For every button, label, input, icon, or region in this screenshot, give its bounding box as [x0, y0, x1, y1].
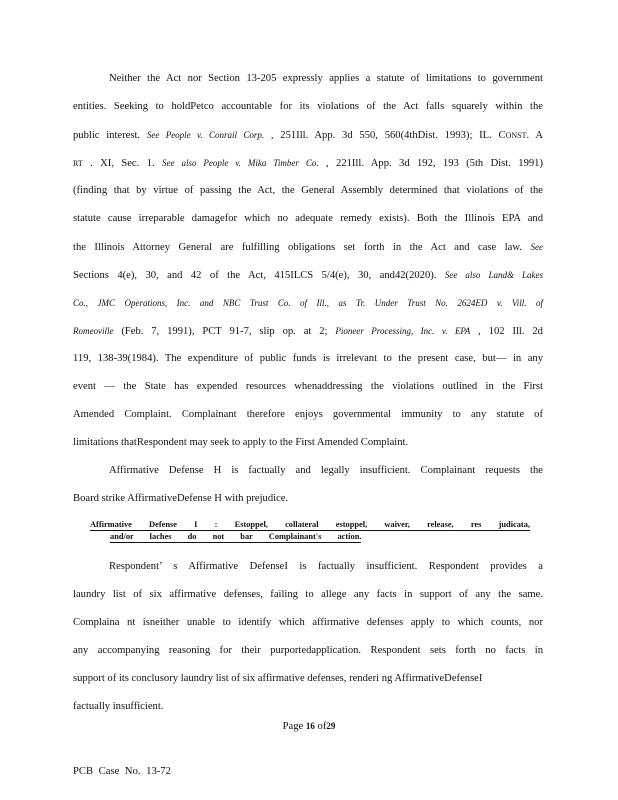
body-line: Complaina nt isneither unable to identify which affirmative defenses apply to which counts, nor [73, 617, 543, 628]
body-line: Amended Complaint. Complainant therefore enjoys governmental immunity to any statute of [73, 409, 543, 420]
case-citation: See also People v. Mika Timber Co. [161, 158, 319, 168]
body-line: Affirmative Defense H is factually and legally insufficient. Complainant requests the [109, 465, 543, 476]
body-line: the Illinois Attorney General are fulfilling obligations set forth in the Act and case law. See [73, 242, 543, 253]
case-citation: Romeoville [73, 326, 114, 336]
signal-see: See [530, 242, 543, 252]
body-line: laundry list of six affirmative defenses, failing to allege any facts in support of any the same. [73, 589, 543, 600]
body-line: Respondent’ s Affirmative DefenseI is factually insufficient. Respondent provides a [109, 561, 543, 572]
body-line: Neither the Act nor Section 13-205 expressly applies a statute of limitations to government [109, 73, 543, 84]
section-heading [90, 519, 530, 543]
body-line: RT . XI, Sec. 1. See also People v. Mika Timber Co. , 221Ill. App. 3d 192, 193 (5th Dist. 1991) [73, 158, 543, 169]
body-line: 119, 138-39(1984). The expenditure of public funds is irrelevant to the present case, but— in any [73, 353, 543, 364]
body-line: support of its conclusory laundry list of six affirmative defenses, renderi ng AffirmativeDefenseI [73, 673, 483, 684]
heading-line: and/or laches do not bar Complainant's action. [110, 532, 362, 541]
body-line: factually insufficient. [73, 701, 164, 712]
heading-line: Affirmative Defense I : Estoppel, collateral estoppel, waiver, release, res judicata, [90, 520, 530, 529]
body-line: entities. Seeking to holdPetco accountable for its violations of the Act falls squarely within the [73, 101, 543, 112]
body-line: limitations thatRespondent may seek to apply to the First Amended Complaint. [73, 437, 409, 448]
body-line: statute cause irreparable damagefor which no adequate remedy exists). Both the Illinois EPA and [73, 213, 543, 224]
case-citation: Pioneer Processing, Inc. v. EPA [335, 326, 471, 336]
page-number: Page 16 of29 [282, 721, 336, 732]
case-citation: Co., JMC Operations, Inc. and NBC Trust Co. of Ill., as Tr. Under Trust No. 2624ED v. Vill. of [73, 298, 543, 308]
body-line [73, 296, 543, 311]
body-line: event — the State has expended resources whenaddressing the violations outlined in the First [73, 381, 543, 392]
case-citation: See also Land& Lakes [444, 270, 543, 280]
body-line: any accompanying reasoning for their purportedapplication. Respondent sets forth no facts in [73, 645, 543, 656]
body-line: (finding that by virtue of passing the Act, the General Assembly determined that violations of the [73, 185, 543, 196]
case-citation: See People v. Conrail Corp. [146, 130, 265, 140]
body-line: public interest. See People v. Conrail Corp. , 251Ill. App. 3d 550, 560(4thDist. 1993); IL. CONST. A [73, 130, 543, 141]
case-number: PCB Case No. 13-72 [73, 766, 171, 777]
body-line: Sections 4(e), 30, and 42 of the Act, 415ILCS 5/4(e), 30, and42(2020). See also Land& Lakes [73, 270, 543, 281]
body-line: Board strike AffirmativeDefense H with prejudice. [73, 493, 289, 504]
body-line: Romeoville (Feb. 7, 1991), PCT 91-7, slip op. at 2; Pioneer Processing, Inc. v. EPA , 102 Ill. 2d [73, 326, 543, 337]
